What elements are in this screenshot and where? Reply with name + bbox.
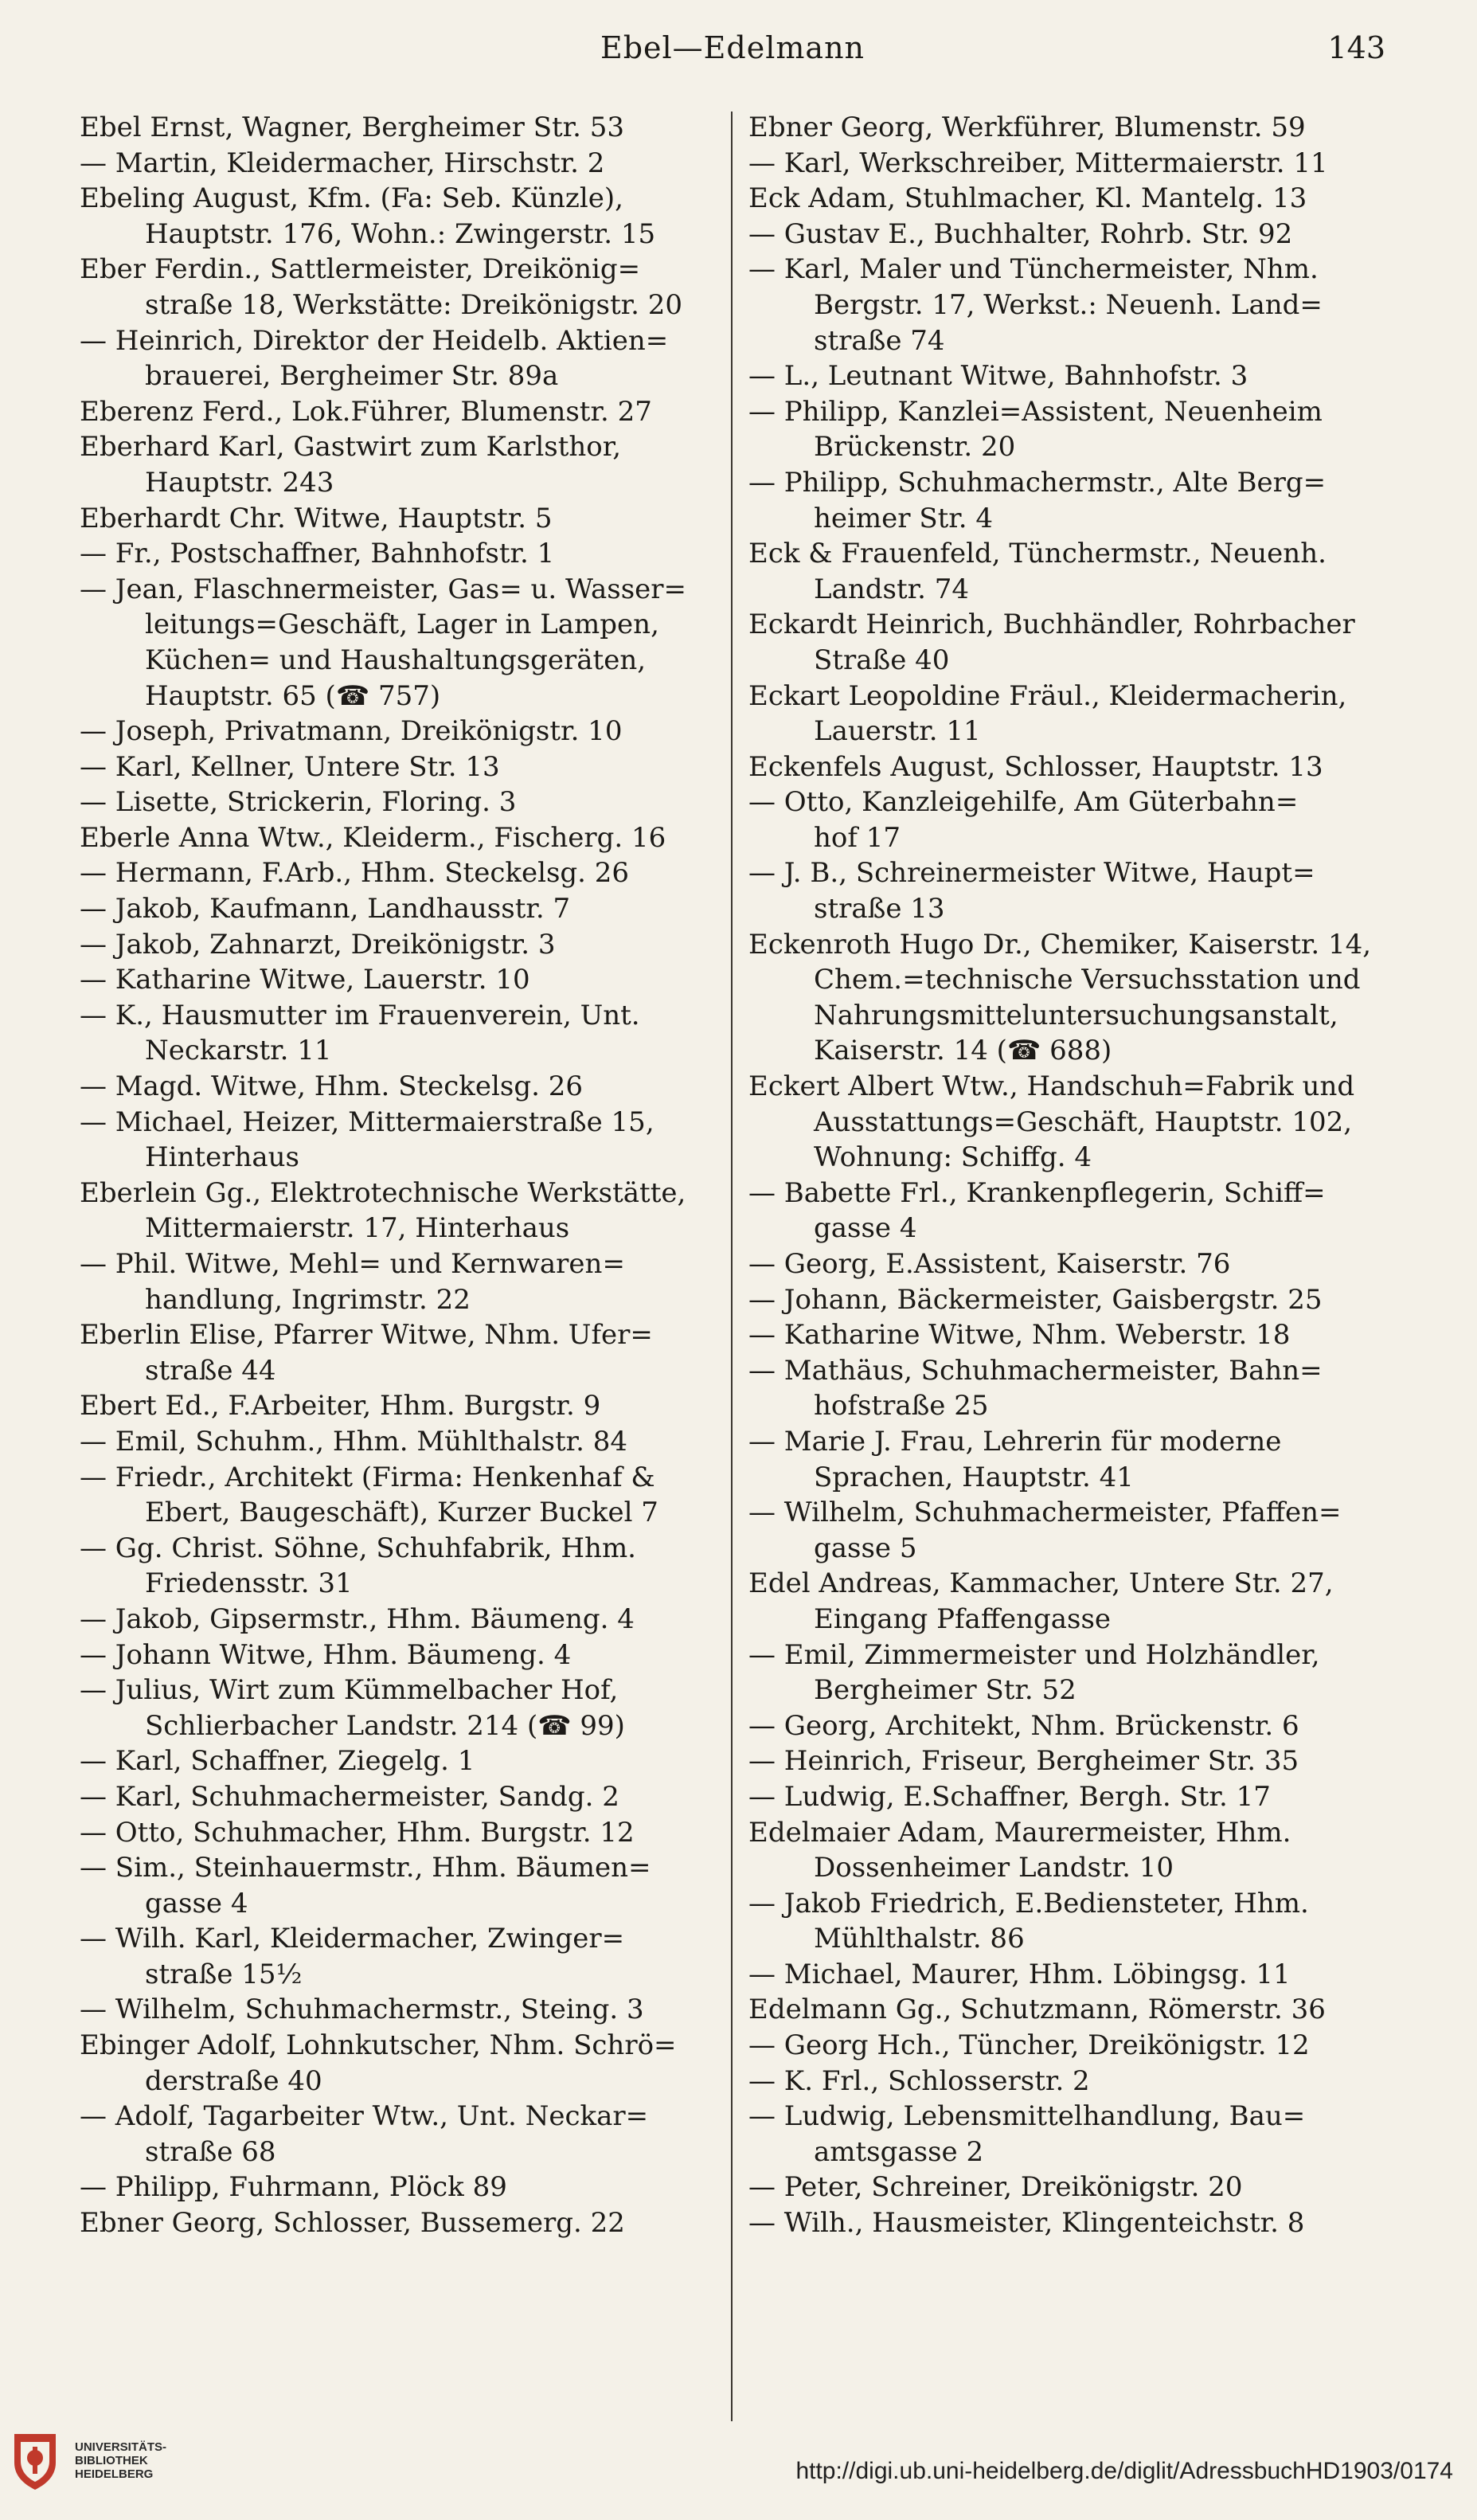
directory-entry-line: — Otto, Kanzleigehilfe, Am Güterbahn= [748, 786, 1299, 819]
directory-entry-line: — Friedr., Architekt (Firma: Henkenhaf & [80, 1461, 655, 1493]
directory-entry-line: — Johann, Bäckermeister, Gaisbergstr. 25 [748, 1283, 1323, 1316]
directory-entry-line: — Karl, Kellner, Untere Str. 13 [80, 750, 500, 783]
directory-entry-line: straße 68 [145, 2135, 276, 2168]
directory-entry-line: Friedensstr. 31 [145, 1567, 353, 1600]
directory-entry-line: Bergheimer Str. 52 [814, 1674, 1076, 1707]
directory-entry-line: hof 17 [814, 821, 901, 854]
directory-entry-line: — Jakob, Zahnarzt, Dreikönigstr. 3 [80, 928, 556, 961]
directory-entry-line: Ebeling August, Kfm. (Fa: Seb. Künzle), [80, 182, 623, 215]
directory-entry-line: — Karl, Schaffner, Ziegelg. 1 [80, 1745, 475, 1778]
directory-entry-line: — Philipp, Kanzlei=Assistent, Neuenheim [748, 395, 1323, 428]
directory-entry-line: — Wilh. Karl, Kleidermacher, Zwinger= [80, 1923, 625, 1955]
university-seal-icon [10, 2431, 61, 2491]
directory-entry-line: gasse 5 [814, 1532, 917, 1564]
directory-entry-line: Chem.=technische Versuchsstation und [814, 964, 1361, 996]
directory-entry-line: — Otto, Schuhmacher, Hhm. Burgstr. 12 [80, 1816, 635, 1849]
directory-entry-line: Landstr. 74 [814, 573, 970, 605]
directory-column-left [80, 110, 729, 2241]
directory-entry-line: Eckenroth Hugo Dr., Chemiker, Kaiserstr. 14, [748, 928, 1372, 961]
directory-entry-line: derstraße 40 [145, 2064, 322, 2097]
directory-entry-line: — Karl, Maler und Tünchermeister, Nhm. [748, 253, 1319, 286]
directory-entry-line: Eberlin Elise, Pfarrer Witwe, Nhm. Ufer= [80, 1319, 653, 1352]
directory-entry-line: gasse 4 [145, 1887, 248, 1919]
directory-entry-line: Edel Andreas, Kammacher, Untere Str. 27, [748, 1567, 1334, 1600]
directory-entry-line: — Phil. Witwe, Mehl= und Kernwaren= [80, 1248, 625, 1280]
directory-entry-line: heimer Str. 4 [814, 502, 994, 534]
directory-entry-line: leitungs=Geschäft, Lager in Lampen, [145, 608, 659, 641]
directory-entry-line: — Joseph, Privatmann, Dreikönigstr. 10 [80, 715, 623, 748]
directory-entry-line: Mühlthalstr. 86 [814, 1923, 1025, 1955]
directory-entry-line: Eckenfels August, Schlosser, Hauptstr. 13 [748, 750, 1323, 783]
directory-entry-line: Eberhard Karl, Gastwirt zum Karlsthor, [80, 431, 622, 464]
directory-entry-line: Hauptstr. 65 (☎ 757) [145, 679, 441, 712]
directory-entry-line: — K. Frl., Schlosserstr. 2 [748, 2064, 1090, 2097]
directory-entry-line: — Babette Frl., Krankenpflegerin, Schiff= [748, 1176, 1326, 1209]
directory-entry-line: straße 15½ [145, 1958, 303, 1990]
directory-entry-line: — Michael, Maurer, Hhm. Löbingsg. 11 [748, 1958, 1291, 1990]
directory-entry-line: Ausstattungs=Geschäft, Hauptstr. 102, [814, 1105, 1353, 1138]
directory-entry-line: — Peter, Schreiner, Dreikönigstr. 20 [748, 2171, 1243, 2204]
directory-entry-line: — Wilh., Hausmeister, Klingenteichstr. 8 [748, 2207, 1305, 2240]
directory-entry-line: — J. B., Schreinermeister Witwe, Haupt= [748, 857, 1315, 890]
directory-column-right [748, 110, 1397, 2241]
directory-entry-line: — Marie J. Frau, Lehrerin für moderne [748, 1425, 1282, 1458]
library-name-line: HEIDELBERG [75, 2467, 154, 2481]
library-name [75, 2440, 166, 2481]
directory-entry-line: Eckardt Heinrich, Buchhändler, Rohrbacher [748, 608, 1355, 641]
directory-entry-line: Nahrungsmitteluntersuchungsanstalt, [814, 999, 1338, 1031]
directory-entry-line: Eberlein Gg., Elektrotechnische Werkstätte, [80, 1176, 686, 1209]
directory-entry-line: Hauptstr. 176, Wohn.: Zwingerstr. 15 [145, 217, 656, 250]
directory-entry-line: Küchen= und Haushaltungsgeräten, [145, 644, 647, 676]
directory-entry-line: handlung, Ingrimstr. 22 [145, 1283, 471, 1316]
directory-entry-line: — Gustav E., Buchhalter, Rohrb. Str. 92 [748, 217, 1293, 250]
directory-entry-line: — Jakob, Gipsermstr., Hhm. Bäumeng. 4 [80, 1602, 635, 1635]
directory-entry-line: Eckert Albert Wtw., Handschuh=Fabrik und [748, 1070, 1355, 1103]
directory-entry-line: straße 44 [145, 1354, 276, 1387]
directory-entry-line: — Karl, Werkschreiber, Mittermaierstr. 11 [748, 147, 1328, 179]
directory-entry-line: Brückenstr. 20 [814, 431, 1016, 464]
directory-entry-line: — Philipp, Fuhrmann, Plöck 89 [80, 2171, 507, 2204]
directory-entry-line: Hinterhaus [145, 1141, 299, 1174]
directory-entry-line: — Wilhelm, Schuhmachermeister, Pfaffen= [748, 1497, 1342, 1529]
directory-entry-line: — Martin, Kleidermacher, Hirschstr. 2 [80, 147, 605, 179]
directory-entry-line: Ebner Georg, Schlosser, Bussemerg. 22 [80, 2207, 625, 2240]
directory-entry-line: — Adolf, Tagarbeiter Wtw., Unt. Neckar= [80, 2100, 649, 2133]
directory-entry-line: Eberhardt Chr. Witwe, Hauptstr. 5 [80, 502, 553, 534]
directory-entry-line: — Georg, E.Assistent, Kaiserstr. 76 [748, 1248, 1231, 1280]
directory-entry-line: Bergstr. 17, Werkst.: Neuenh. Land= [814, 288, 1323, 321]
directory-entry-line: Neckarstr. 11 [145, 1035, 332, 1067]
directory-entry-line: — Jean, Flaschnermeister, Gas= u. Wasser= [80, 573, 687, 605]
directory-entry-line: hofstraße 25 [814, 1390, 989, 1422]
directory-entry-line: — Ludwig, Lebensmittelhandlung, Bau= [748, 2100, 1306, 2133]
directory-entry-line: Eberenz Ferd., Lok.Führer, Blumenstr. 27 [80, 395, 652, 428]
running-head: Ebel—Edelmann [600, 30, 865, 65]
directory-entry-line: — Karl, Schuhmachermeister, Sandg. 2 [80, 1780, 619, 1813]
directory-entry-line: straße 18, Werkstätte: Dreikönigstr. 20 [145, 288, 683, 321]
directory-entry-line: Eck Adam, Stuhlmacher, Kl. Mantelg. 13 [748, 182, 1307, 215]
directory-entry-line: Ebinger Adolf, Lohnkutscher, Nhm. Schrö= [80, 2029, 677, 2062]
directory-entry-line: — Magd. Witwe, Hhm. Steckelsg. 26 [80, 1070, 583, 1103]
directory-entry-line: — Lisette, Strickerin, Floring. 3 [80, 786, 517, 819]
directory-entry-line: — Emil, Zimmermeister und Holzhändler, [748, 1638, 1320, 1671]
directory-entry-line: Hauptstr. 243 [145, 466, 334, 499]
directory-entry-line: — Katharine Witwe, Nhm. Weberstr. 18 [748, 1319, 1291, 1352]
page-header [80, 24, 1385, 72]
column-divider [731, 112, 733, 2421]
source-url-link[interactable]: http://digi.ub.uni-heidelberg.de/diglit/AdressbuchHD1903/0174 [795, 2458, 1453, 2484]
directory-entry-line: brauerei, Bergheimer Str. 89a [145, 360, 559, 393]
directory-entry-line: Ebert, Baugeschäft), Kurzer Buckel 7 [145, 1497, 658, 1529]
library-name-line: UNIVERSITÄTS- [75, 2440, 167, 2454]
directory-entry-line: Lauerstr. 11 [814, 715, 981, 748]
directory-entry-line: Eber Ferdin., Sattlermeister, Dreikönig= [80, 253, 641, 286]
directory-entry-line: Eckart Leopoldine Fräul., Kleidermacherin, [748, 679, 1347, 712]
directory-entry-line: Kaiserstr. 14 (☎ 688) [814, 1035, 1112, 1067]
directory-entry-line: — Georg, Architekt, Nhm. Brückenstr. 6 [748, 1709, 1299, 1742]
directory-entry-line: Straße 40 [814, 644, 950, 676]
directory-entry-line: — Fr., Postschaffner, Bahnhofstr. 1 [80, 538, 555, 570]
page-number: 143 [1327, 30, 1385, 65]
directory-entry-line: — Sim., Steinhauermstr., Hhm. Bäumen= [80, 1852, 651, 1884]
directory-entry-line: — Johann Witwe, Hhm. Bäumeng. 4 [80, 1638, 572, 1671]
directory-entry-line: Ebert Ed., F.Arbeiter, Hhm. Burgstr. 9 [80, 1390, 601, 1422]
directory-entry-line: — Heinrich, Friseur, Bergheimer Str. 35 [748, 1745, 1299, 1778]
directory-entry-line: — Jakob Friedrich, E.Bediensteter, Hhm. [748, 1887, 1309, 1919]
directory-entry-line: straße 13 [814, 893, 945, 925]
directory-entry-line: — Michael, Heizer, Mittermaierstraße 15, [80, 1105, 654, 1138]
directory-entry-line: Edelmann Gg., Schutzmann, Römerstr. 36 [748, 1994, 1326, 2026]
directory-entry-line: straße 74 [814, 324, 945, 357]
directory-entry-line: — Philipp, Schuhmachermstr., Alte Berg= [748, 466, 1327, 499]
directory-entry-line: — Jakob, Kaufmann, Landhausstr. 7 [80, 893, 571, 925]
directory-entry-line: Eberle Anna Wtw., Kleiderm., Fischerg. 16 [80, 821, 666, 854]
directory-entry-line: — Gg. Christ. Söhne, Schuhfabrik, Hhm. [80, 1532, 636, 1564]
directory-entry-line: Eingang Pfaffengasse [814, 1602, 1112, 1635]
directory-entry-line: — Mathäus, Schuhmachermeister, Bahn= [748, 1354, 1323, 1387]
directory-entry-line: Schlierbacher Landstr. 214 (☎ 99) [145, 1709, 625, 1742]
directory-entry-line: Eck & Frauenfeld, Tünchermstr., Neuenh. [748, 538, 1327, 570]
directory-entry-line: Sprachen, Hauptstr. 41 [814, 1461, 1134, 1493]
directory-entry-line: — K., Hausmutter im Frauenverein, Unt. [80, 999, 640, 1031]
directory-entry-line: — L., Leutnant Witwe, Bahnhofstr. 3 [748, 360, 1248, 393]
directory-entry-line: Ebel Ernst, Wagner, Bergheimer Str. 53 [80, 112, 625, 143]
directory-entry-line: gasse 4 [814, 1212, 917, 1245]
directory-entry-line: — Heinrich, Direktor der Heidelb. Aktien= [80, 324, 669, 357]
directory-entry-line: — Ludwig, E.Schaffner, Bergh. Str. 17 [748, 1780, 1271, 1813]
directory-entry-line: — Katharine Witwe, Lauerstr. 10 [80, 964, 530, 996]
directory-entry-line: — Hermann, F.Arb., Hhm. Steckelsg. 26 [80, 857, 630, 890]
directory-entry-line: amtsgasse 2 [814, 2135, 984, 2168]
directory-entry-line: Mittermaierstr. 17, Hinterhaus [145, 1212, 570, 1245]
directory-entry-line: Dossenheimer Landstr. 10 [814, 1852, 1174, 1884]
directory-entry-line: Ebner Georg, Werkführer, Blumenstr. 59 [748, 112, 1306, 143]
directory-entry-line: — Wilhelm, Schuhmachermstr., Steing. 3 [80, 1994, 644, 2026]
directory-entry-line: Edelmaier Adam, Maurermeister, Hhm. [748, 1816, 1291, 1849]
directory-entry-line: — Georg Hch., Tüncher, Dreikönigstr. 12 [748, 2029, 1310, 2062]
directory-entry-line: — Emil, Schuhm., Hhm. Mühlthalstr. 84 [80, 1425, 628, 1458]
directory-entry-line: — Julius, Wirt zum Kümmelbacher Hof, [80, 1674, 619, 1707]
directory-entry-line: Wohnung: Schiffg. 4 [814, 1141, 1092, 1174]
library-name-line: BIBLIOTHEK [75, 2454, 148, 2467]
